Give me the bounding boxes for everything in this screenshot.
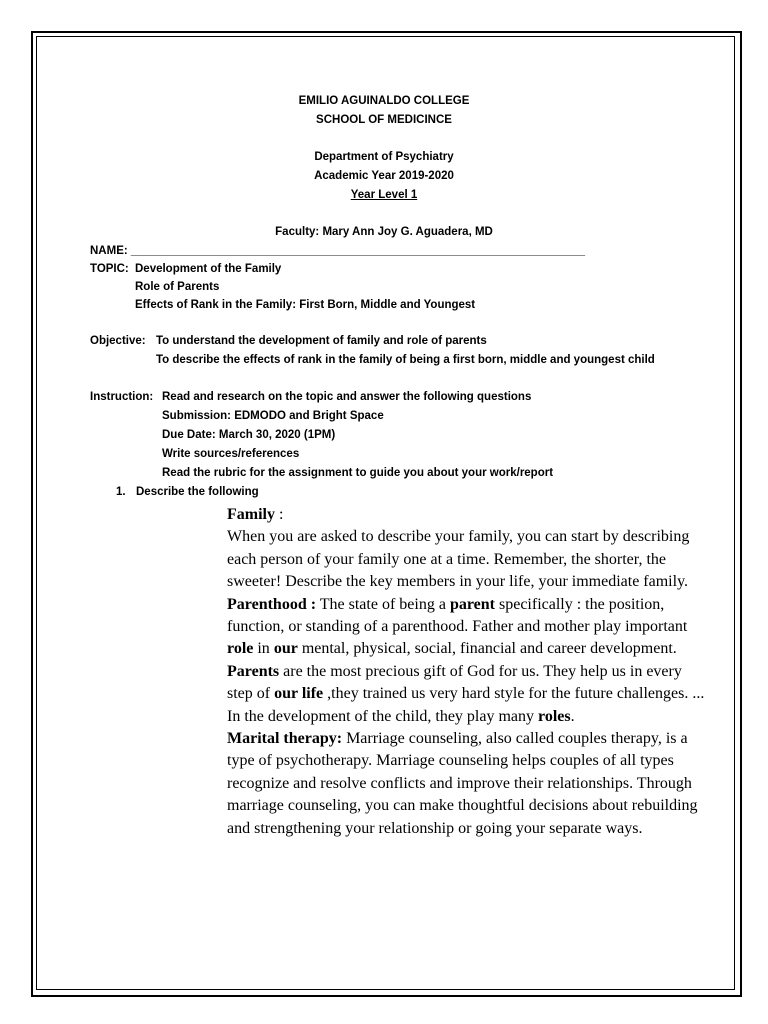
year-level: Year Level 1	[350, 189, 418, 201]
academic-year: Academic Year 2019-2020	[314, 170, 454, 182]
faculty-line: Faculty: Mary Ann Joy G. Aguadera, MD	[275, 226, 493, 238]
instruction-label: Instruction:	[90, 391, 154, 403]
name-label: NAME:	[90, 245, 128, 257]
instruction-item: Submission: EDMODO and Bright Space	[162, 410, 384, 422]
marital-paragraph: Marital therapy: Marriage counseling, also called couples therapy, is a type of psychotherapy. Marriage counseling helps couples of all types recognize and resolve conflicts and improve their relationships. Through marriage counseling, you can make thoughtful decisions about rebuilding and strengthening your relationship or going your separate ways.	[227, 730, 698, 837]
instruction-item: Write sources/references	[162, 448, 300, 460]
parenthood-heading: Parenthood :	[227, 595, 317, 613]
college-name: EMILIO AGUINALDO COLLEGE	[298, 95, 470, 107]
parenthood-paragraph: Parenthood : The state of being a parent specifically : the position, function, or standing of a parenthood. Father and mother play important role in our mental, physical, social, financial and career development. Parents are the most precious gift of God for us. They help us in every step of our life ,they trained us very hard style for the future challenges. ... In the development of the child, they play many roles.	[227, 595, 705, 725]
marital-heading: Marital therapy:	[227, 730, 343, 748]
family-heading-line: Family :	[227, 506, 284, 523]
objective-label: Objective:	[90, 335, 146, 347]
school-name: SCHOOL OF MEDICINCE	[316, 114, 452, 126]
question-number: 1.	[116, 486, 126, 498]
objective-item: To describe the effects of rank in the family of being a first born, middle and youngest child	[156, 354, 655, 366]
instruction-item: Read the rubric for the assignment to guide you about your work/report	[162, 467, 554, 479]
name-blank: _______________________________________________________________________	[130, 245, 586, 257]
answer-body	[227, 504, 707, 840]
family-paragraph: When you are asked to describe your family, you can start by describing each person of your family one at a time. Remember, the shorter, the sweeter! Describe the key members in your life, your immediate family.	[227, 528, 690, 591]
department-name: Department of Psychiatry	[314, 151, 454, 163]
topic-label: TOPIC:	[90, 263, 129, 275]
objective-item: To understand the development of family and role of parents	[156, 335, 487, 347]
instruction-item: Read and research on the topic and answer the following questions	[162, 391, 532, 403]
question-text: Describe the following	[136, 486, 259, 498]
family-heading: Family	[227, 506, 275, 523]
instruction-item: Due Date: March 30, 2020 (1PM)	[162, 429, 336, 441]
topic-item: Effects of Rank in the Family: First Born, Middle and Youngest	[135, 299, 476, 311]
name-field	[90, 245, 585, 257]
topic-item: Role of Parents	[135, 281, 220, 293]
topic-item: Development of the Family	[135, 263, 282, 275]
